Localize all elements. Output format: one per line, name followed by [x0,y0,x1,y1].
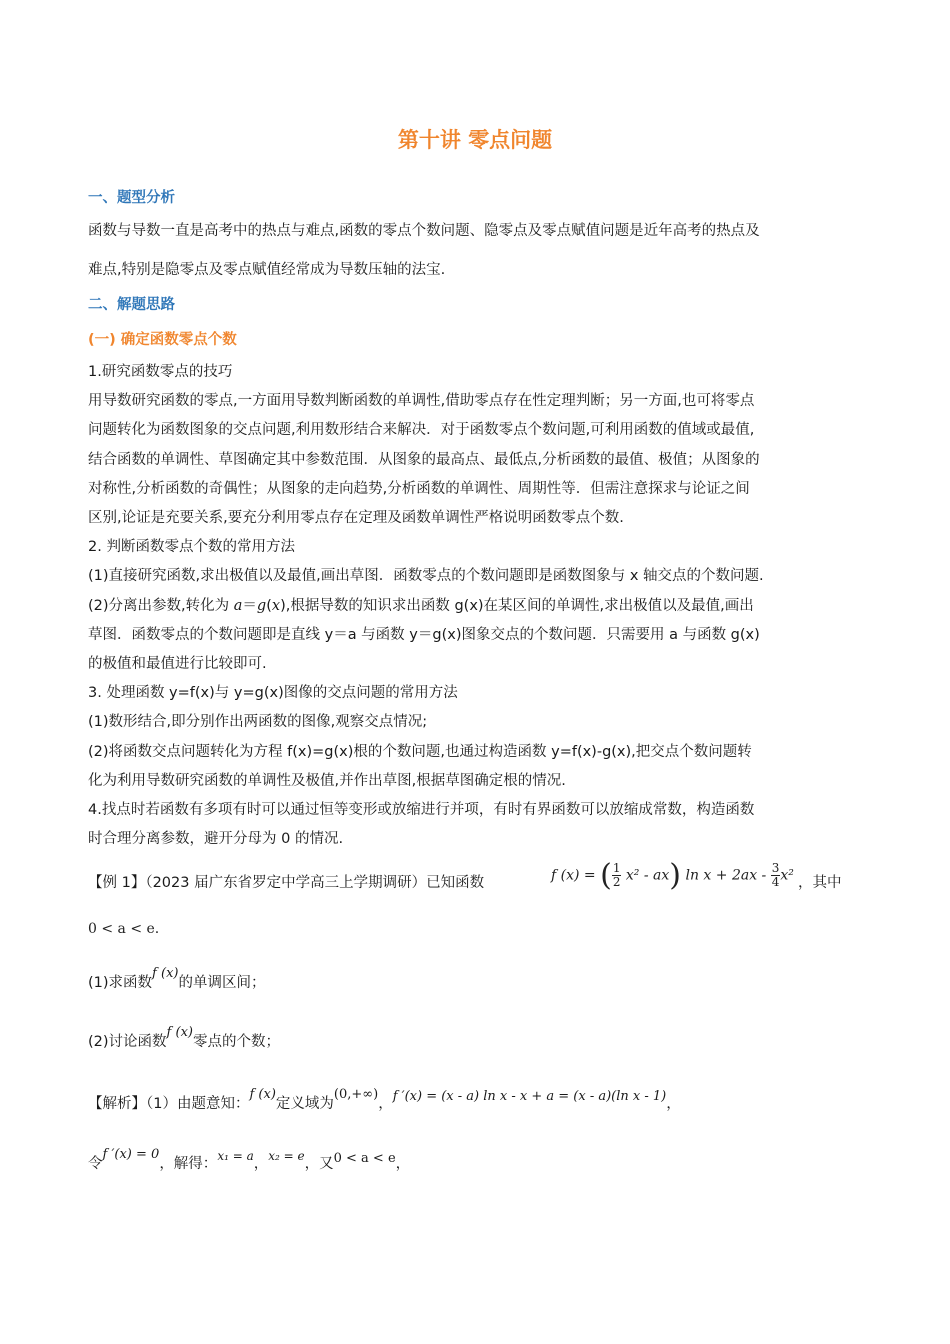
item4-line-2: 时合理分离参数，避开分母为 0 的情况. [88,831,344,847]
fraction-three-quarters: $\frac{3}{4}$ [771,861,780,889]
example-tail-text: ，其中 [798,875,842,891]
item1-line-4: 对称性,分析函数的奇偶性；从图象的走向趋势,分析函数的单调性、周期性等．但需注意探求与论证之间 [88,481,750,497]
item1-line-2: 问题转化为函数图象的交点问题,利用数形结合来解决．对于函数零点个数问题,可利用函数的值域或最值, [88,422,755,438]
section-heading-approach: 二、解题思路 [88,297,175,313]
section-heading-analysis: 一、题型分析 [88,190,175,206]
page-title: 第十讲 零点问题 [397,128,553,152]
item1-line-5: 区别,论证是充要关系,要充分利用零点存在定理及函数单调性严格说明函数零点个数. [88,510,624,526]
example-condition: 0 < a < e. [88,921,160,937]
item2-line-4: 的极值和最值进行比较即可. [88,656,267,672]
analysis-line-1: 函数与导数一直是高考中的热点与难点,函数的零点个数问题、隐零点及零点赋值问题是近年高考的热点及 [88,223,760,239]
item4-line-1: 4.找点时若函数有多项有时可以通过恒等变形或放缩进行并项，有时有界函数可以放缩成常数，构造函数 [88,802,755,818]
solution-line-1: 【解析】（1）由题意知：f (x)定义域为(0,+∞)，f ′(x) = (x - a) ln x - x + a = (x - a)(ln x - 1)， [88,1087,681,1112]
analysis-line-2: 难点,特别是隐零点及零点赋值经常成为导数压轴的法宝. [88,262,446,278]
item2-line-3: 草图．函数零点的个数问题即是直线 y＝a 与函数 y＝g(x)图象交点的个数问题．只需要用 a 与函数 g(x) [88,627,760,643]
question-2: (2)讨论函数f (x)零点的个数； [88,1025,280,1050]
item2-line-2: (2)分离出参数,转化为 a＝g(x),根据导数的知识求出函数 g(x)在某区间的单调性,求出极值以及最值,画出 [88,598,754,614]
item3-line-3: 化为利用导数研究函数的单调性及极值,并作出草图,根据草图确定根的情况. [88,773,566,789]
item1-title: 1.研究函数零点的技巧 [88,364,233,380]
example-lead: 【例 1】（2023 届广东省罗定中学高三上学期调研）已知函数 [88,875,485,891]
item1-line-3: 结合函数的单调性、草图确定其中参数范围．从图象的最高点、最低点,分析函数的最值、极值；从图象的 [88,452,760,468]
example-function-formula: f (x) = ( $\frac{1}{2}$ x² - ax) ln x + 2ax - $\frac{3}{4}$ x² [551,858,794,893]
item3-line-2: (2)将函数交点问题转化为方程 f(x)=g(x)根的个数问题,也通过构造函数 y=f(x)-g(x),把交点个数问题转 [88,744,752,760]
question-1: (1)求函数f (x)的单调区间； [88,966,266,991]
item3-title: 3. 处理函数 y=f(x)与 y=g(x)图像的交点问题的常用方法 [88,685,458,701]
fraction-one-half: $\frac{1}{2}$ [612,861,621,889]
subsection-heading: (一) 确定函数零点个数 [88,332,237,348]
item2-title: 2. 判断函数零点个数的常用方法 [88,539,295,555]
solution-line-2: 令f ′(x) = 0，解得：$^{x_1 = a}$，$^{x_2 = e}$，又0 < a < e， [88,1147,411,1172]
item1-line-1: 用导数研究函数的零点,一方面用导数判断函数的单调性,借助零点存在性定理判断；另一方面,也可将零点 [88,393,755,409]
item3-line-1: (1)数形结合,即分别作出两函数的图像,观察交点情况; [88,714,428,730]
item2-line-1: (1)直接研究函数,求出极值以及最值,画出草图．函数零点的个数问题即是函数图象与 x 轴交点的个数问题. [88,568,764,584]
